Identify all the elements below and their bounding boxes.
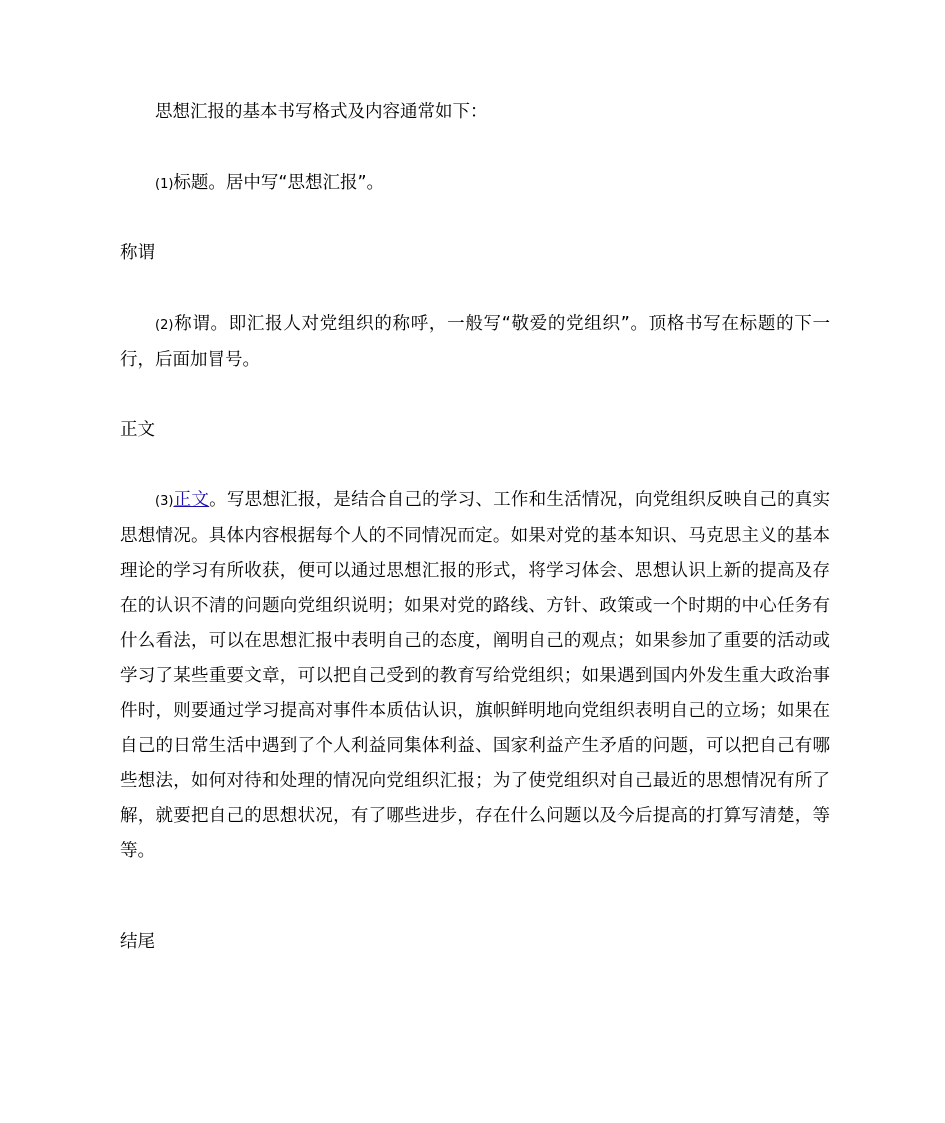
- title-item-text: 标题。居中写“思想汇报”。: [173, 173, 385, 193]
- address-item-number: (2): [155, 318, 174, 333]
- body-item-text: 。写思想汇报，是结合自己的学习、工作和生活情况，向党组织反映自己的真实思想情况。具体内容根据每个人的不同情况而定。如果对党的基本知识、马克思主义的基本理论的学习有所收获，便可以通过思想汇报的形式，将学习体会、思想认识上新的提高及存在的认识不清的问题向党组织说明；如果对党的路线、方针、政策或一个时期的中心任务有什么看法，可以在思想汇报中表明自己的态度，阐明自己的观点；如果参加了重要的活动或学习了某些重要文章，可以把自己受到的教育写给党组织；如果遇到国内外发生重大政治事件时，则要通过学习提高对事件本质估认识，旗帜鲜明地向党组织表明自己的立场；如果在自己的日常生活中遇到了个人利益同集体利益、国家利益产生矛盾的问题，可以把自己有哪些想法，如何对待和处理的情况向党组织汇报；为了使党组织对自己最近的思想情况有所了解，就要把自己的思想状况，有了哪些进步，存在什么问题以及今后提高的打算写清楚，等等。: [120, 490, 831, 861]
- section-heading-address: 称谓: [120, 243, 155, 263]
- intro-text: 思想汇报的基本书写格式及内容通常如下：: [155, 102, 488, 122]
- intro-paragraph: [120, 95, 830, 130]
- address-item-text: 称谓。即汇报人对党组织的称呼，一般写“敬爱的党组织”。顶格书写在标题的下一行，后面加冒号。: [120, 314, 830, 370]
- section-heading-body: 正文: [120, 420, 155, 440]
- title-item-number: (1): [155, 177, 174, 192]
- address-item-paragraph: [120, 307, 830, 378]
- section-heading-ending: 结尾: [120, 932, 155, 952]
- body-item-paragraph: [120, 483, 830, 869]
- body-item-number: (3): [155, 494, 174, 509]
- title-item-paragraph: [120, 166, 830, 202]
- body-link[interactable]: 正文: [173, 490, 210, 510]
